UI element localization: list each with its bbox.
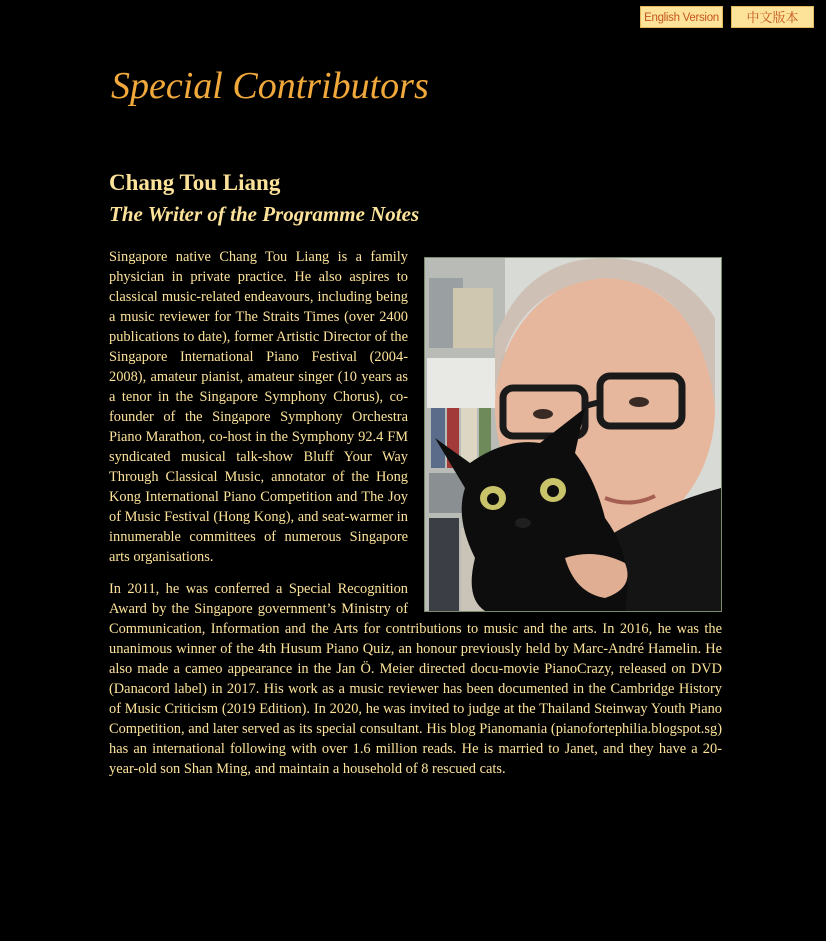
bio-paragraph-1: Singapore native Chang Tou Liang is a family physician in private practice. He also aspires to classical music-related endeavours, including being a music reviewer for The Straits Times (over 2400 publications to date), former Artistic Director of the Singapore International Piano Festival (2004-2008), amateur pianist, amateur singer (10 years as a tenor in the Singapore Symphony Chorus), co-founder of the Singapore Symphony Orchestra Piano Marathon, co-host in the Symphony 92.4 FM syndicated musical talk-show Bluff Your Way Through Classical Music, annotator of the Hong Kong International Piano Competition and The Joy of Music Festival (Hong Kong), and seat-warmer in innumerable committees of numerous Singapore arts organisations.: [109, 249, 408, 565]
contributor-role: The Writer of the Programme Notes: [109, 202, 420, 226]
bio-paragraph-2: In 2011, he was conferred a Special Recognition Award by the Singapore government’s Ministry of Communication, Information and the Arts for contributions to music and the arts. In 2016, he was the unanimous winner of the 4th Husum Piano Quiz, an honour previously held by Marc-André Hamelin. He also made a cameo appearance in the Jan Ö. Meier directed docu-movie PianoCrazy, released on DVD (Danacord label) in 2017. His work as a music reviewer has been documented in the Cambridge History of Music Criticism (2019 Edition). In 2020, he was invited to judge at the Thailand Steinway Youth Piano Competition, and later served as its special consultant. His blog Pianomania (pianofortephilia.blogspot.sg) has an international following with over 1.6 million reads. He is married to Janet, and they have a 20-year-old son Shan Ming, and maintain a household of 8 rescued cats.: [109, 581, 722, 777]
contributor-name: Chang Tou Liang: [109, 170, 281, 195]
contributor-photo: [424, 257, 722, 612]
portrait-with-cat-image: [425, 258, 721, 611]
contributor-bio: [109, 247, 722, 791]
english-version-button[interactable]: English Version: [640, 6, 723, 28]
chinese-version-button[interactable]: 中文版本: [731, 6, 814, 28]
page-title: Special Contributors: [111, 65, 429, 107]
